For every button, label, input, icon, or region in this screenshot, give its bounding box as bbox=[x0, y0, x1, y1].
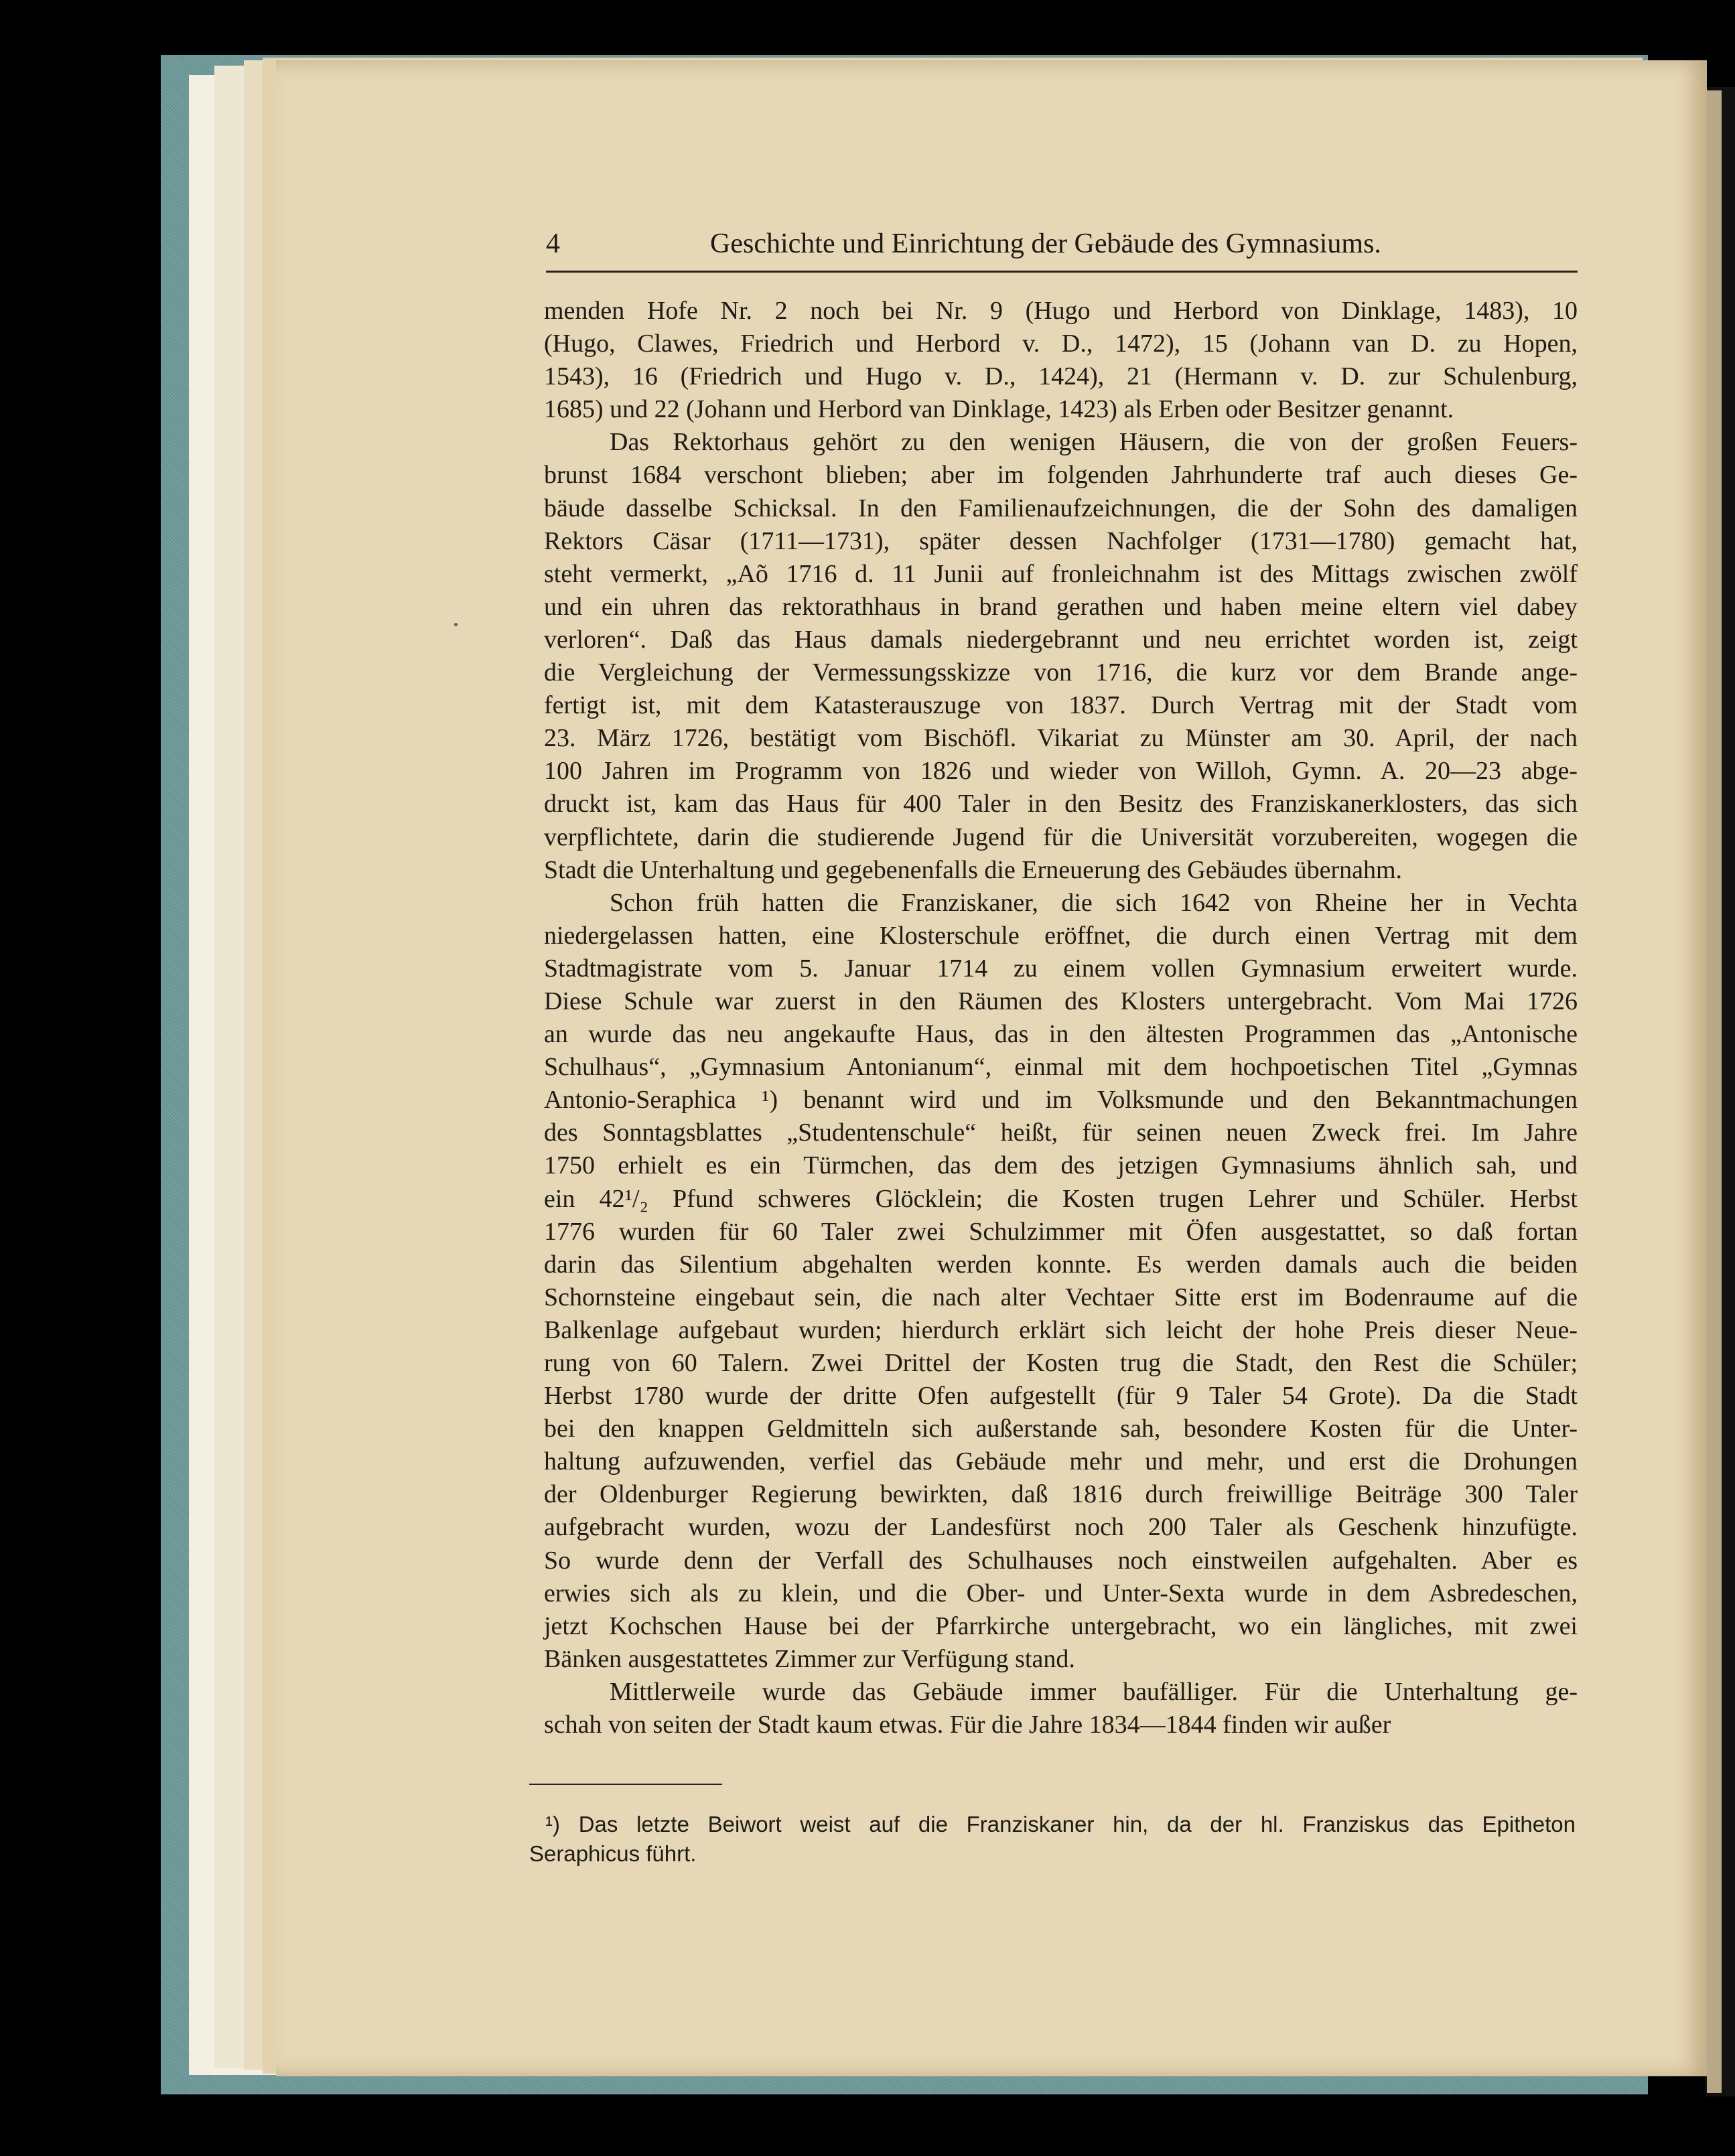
text-line: brunst 1684 verschont blieben; aber im folgenden Jahrhunderte traf auch dieses Ge- bbox=[544, 461, 1578, 490]
text-line: und ein uhren das rektorathhaus in brand gerathen und haben meine eltern viel dabey bbox=[544, 592, 1578, 621]
text-line: druckt ist, kam das Haus für 400 Taler in den Besitz des Franziskanerklosters, das sich bbox=[544, 790, 1578, 818]
text-line: darin das Silentium abgehalten werden konnte. Es werden damals auch die beiden bbox=[544, 1250, 1578, 1279]
text-line: Stadt die Unterhaltung und gegebenenfalls die Erneuerung des Gebäudes übernahm. bbox=[544, 855, 1403, 884]
text-line: die Vergleichung der Vermessungsskizze von 1716, die kurz vor dem Brande ange- bbox=[544, 658, 1578, 687]
footnote-line: ¹) Das letzte Beiwort weist auf die Franziskaner hin, da der hl. Franziskus das Epitheton bbox=[545, 1812, 1576, 1837]
text-line: aufgebracht wurden, wozu der Landesfürst noch 200 Taler als Geschenk hinzufügte. bbox=[544, 1513, 1578, 1542]
text-line: verpflichtete, darin die studierende Jugend für die Universität vorzubereiten, wogegen die bbox=[544, 822, 1578, 851]
text-line: Schon früh hatten die Franziskaner, die sich 1642 von Rheine her in Vechta bbox=[610, 888, 1578, 917]
header-rule bbox=[546, 271, 1578, 273]
text-line: schah von seiten der Stadt kaum etwas. Für die Jahre 1834—1844 finden wir außer bbox=[544, 1711, 1391, 1739]
text-line: menden Hofe Nr. 2 noch bei Nr. 9 (Hugo und Herbord von Dinklage, 1483), 10 bbox=[544, 297, 1578, 325]
text-line: So wurde denn der Verfall des Schulhauses noch einstweilen aufgehalten. Aber es bbox=[544, 1546, 1578, 1575]
text-line: Schulhaus“, „Gymnasium Antonianum“, einmal mit dem hochpoetischen Titel „Gymnas bbox=[544, 1053, 1578, 1082]
text-line: Balkenlage aufgebaut wurden; hierdurch erklärt sich leicht der hohe Preis dieser Neue- bbox=[544, 1315, 1578, 1344]
page-number: 4 bbox=[546, 228, 560, 259]
text-line: bei den knappen Geldmitteln sich außerstande sah, besondere Kosten für die Unter- bbox=[544, 1415, 1578, 1443]
text-line: 23. März 1726, bestätigt vom Bischöfl. Vikariat zu Münster am 30. April, der nach bbox=[544, 724, 1578, 753]
running-header bbox=[546, 228, 1574, 268]
footnote bbox=[529, 1810, 1576, 1869]
text-line: 100 Jahren im Programm von 1826 und wieder von Willoh, Gymn. A. 20—23 abge- bbox=[544, 757, 1578, 786]
text-line: Schornsteine eingebaut sein, die nach alter Vechtaer Sitte erst im Bodenraume auf die bbox=[544, 1283, 1578, 1311]
body-text bbox=[544, 295, 1578, 1741]
text-line: 1750 erhielt es ein Türmchen, das dem des jetzigen Gymnasiums ähnlich sah, und bbox=[544, 1151, 1578, 1180]
text-line: haltung aufzuwenden, verfiel das Gebäude mehr und mehr, und erst die Drohungen bbox=[544, 1447, 1578, 1476]
running-title: Geschichte und Einrichtung der Gebäude des Gymnasiums. bbox=[710, 228, 1381, 259]
text-line: Stadtmagistrate vom 5. Januar 1714 zu einem vollen Gymnasium erweitert wurde. bbox=[544, 954, 1578, 983]
text-line: verloren“. Daß das Haus damals niedergebrannt und neu errichtet worden ist, zeigt bbox=[544, 625, 1578, 654]
text-line: Antonio-Seraphica ¹) benannt wird und im Volksmunde und den Bekanntmachungen bbox=[544, 1086, 1578, 1115]
text-line: Mittlerweile wurde das Gebäude immer baufälliger. Für die Unterhaltung ge- bbox=[610, 1677, 1578, 1706]
text-line: 1685) und 22 (Johann und Herbord van Dinklage, 1423) als Erben oder Besitzer genannt. bbox=[544, 395, 1454, 424]
footnote-line: Seraphicus führt. bbox=[529, 1841, 697, 1866]
text-line: Rektors Cäsar (1711—1731), später dessen Nachfolger (1731—1780) gemacht hat, bbox=[544, 526, 1578, 555]
text-line: des Sonntagsblattes „Studentenschule“ heißt, für seinen neuen Zweck frei. Im Jahre bbox=[544, 1119, 1578, 1147]
text-line: der Oldenburger Regierung bewirkten, daß 1816 durch freiwillige Beiträge 300 Taler bbox=[544, 1480, 1578, 1509]
text-line: 1776 wurden für 60 Taler zwei Schulzimmer mit Öfen ausgestattet, so daß fortan bbox=[544, 1217, 1578, 1246]
text-line: Diese Schule war zuerst in den Räumen des Klosters untergebracht. Vom Mai 1726 bbox=[544, 987, 1578, 1015]
text-line: (Hugo, Clawes, Friedrich und Herbord v. D., 1472), 15 (Johann van D. zu Hopen, bbox=[544, 330, 1578, 358]
text-line: 1543), 16 (Friedrich und Hugo v. D., 1424), 21 (Hermann v. D. zur Schulenburg, bbox=[544, 362, 1578, 391]
text-line: erwies sich als zu klein, und die Ober- und Unter-Sexta wurde in dem Asbredeschen, bbox=[544, 1579, 1578, 1607]
text-line: Das Rektorhaus gehört zu den wenigen Häusern, die von der großen Feuers- bbox=[610, 428, 1578, 457]
text-line: niedergelassen hatten, eine Klosterschule eröffnet, die durch einen Vertrag mit dem bbox=[544, 921, 1578, 950]
footnote-rule bbox=[529, 1784, 722, 1785]
text-line: steht vermerkt, „Aõ 1716 d. 11 Junii auf fronleichnahm ist des Mittags zwischen zwölf bbox=[544, 559, 1578, 588]
next-page-edge bbox=[1707, 90, 1722, 2093]
text-line: fertigt ist, mit dem Katasterauszuge von 1837. Durch Vertrag mit der Stadt vom bbox=[544, 691, 1578, 720]
text-line: ein 42¹/₂ Pfund schweres Glöcklein; die Kosten trugen Lehrer und Schüler. Herbst bbox=[544, 1184, 1578, 1213]
text-line: an wurde das neu angekaufte Haus, das in den ältesten Programmen das „Antonische bbox=[544, 1020, 1578, 1049]
text-line: jetzt Kochschen Hause bei der Pfarrkirche untergebracht, wo ein längliches, mit zwei bbox=[544, 1611, 1578, 1640]
text-line: rung von 60 Talern. Zwei Drittel der Kosten trug die Stadt, den Rest die Schüler; bbox=[544, 1349, 1578, 1377]
text-line: Herbst 1780 wurde der dritte Ofen aufgestellt (für 9 Taler 54 Grote). Da die Stadt bbox=[544, 1382, 1578, 1411]
paper-speck bbox=[454, 623, 458, 626]
text-line: Bänken ausgestattetes Zimmer zur Verfügung stand. bbox=[544, 1644, 1075, 1673]
text-line: bäude dasselbe Schicksal. In den Familienaufzeichnungen, die der Sohn des damaligen bbox=[544, 494, 1578, 522]
